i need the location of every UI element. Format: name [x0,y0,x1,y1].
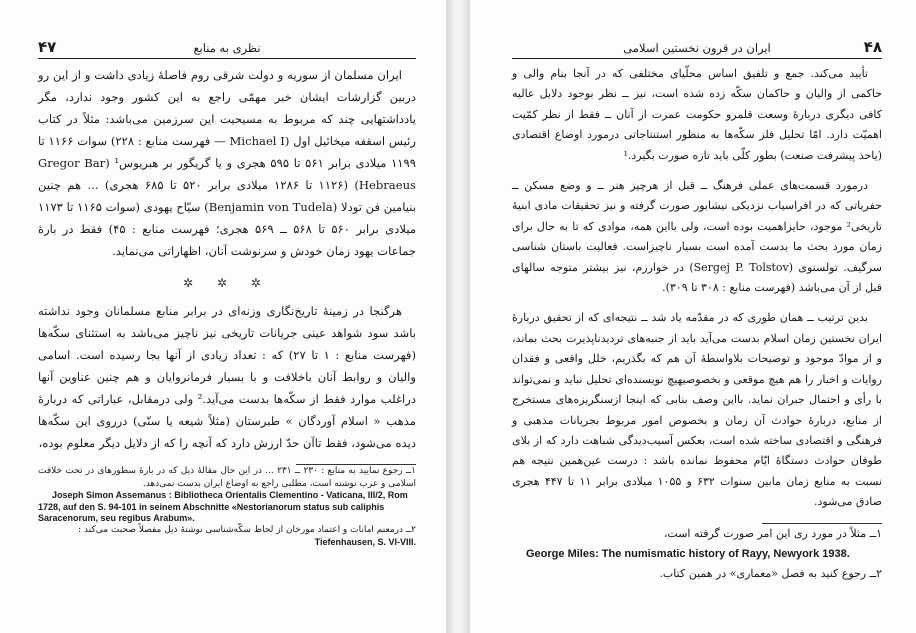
section-separator: ✲ ✲ ✲ [183,276,271,290]
running-head-title: ایران در قرون نخستین اسلامی [623,41,771,55]
page-number: ۴۸ [863,38,882,56]
footnote-latin: Joseph Simon Assemanus : Bibliotheca Orientalis Clementino - Vaticana, III/2, Rom 1728, auf den S. 94-101 in seinem Abschnitte «Nestorianorum status sub caliphis Saracenorum, seu regibus Arabum». [38,490,408,523]
paragraph: هرگنجا در زمینهٔ تاریخ‌نگاری وزنه‌ای در برابر منابع مسلمانان وجود نداشته باشد سود شواهد عینی جریانات تاریخی نیز ناچیز می‌باشد به استثنای سکّه‌ها (فهرست منابع : ۱ تا ۲۷) که : تعداد زیادی از آنها بجا رسیده است. اسامی والیان و روابط آنان باخلافت و با بسیار فرمانروایان و هم چنین عناوین آنها دراغلب موارد فقط از سکّه‌ها بدست می‌آید.² ولی درمقابل، عباراتی که دربارهٔ مذهب « اسلام آوردگان » طبرستان (مثلاً شیعه یا سنّی) درروی این سکّه‌ها دیده می‌شود، فقط تاآن حدّ ارزش دارد که آنچه را که از دلایل دیگر معلوم بوده، [38,304,416,450]
paragraph: بدین ترتیب ــ همان طوری که در مقدّمه یاد شد ــ نتیجه‌ای که از تحقیق دربارهٔ ایران نخستین زمان اسلام بدست می‌آید باید از جنبه‌های تردیدناپذیرت بحث بماند، و از موادّ موجود و توضیحات بلاواسطهٔ آن هم که بگذریم، خلل واقعی و فقدان روایات و اخبار را هم هیچ موقعی و بخصوصیهیچ نویسنده‌ای تحلیل نباید و نمی‌تواند با رأی و احتمال جبران نماید. بااین وصف بنابی که اینجا ازسنگریزه‌های مستخرج از منابع، دربارهٔ حوادث آن زمان و بخصوص امور مربوط بجریانات مذهبی و فرهنگی و اقتصادی ساخته شده است، بعکس آسیب‌دیدگی شباهت دارد که از بلای طوفان حوادث دستگاهٔ ایّام محفوظ نمانده باشد : درست عین‌همین نتیجه هم نسبت به منابع زمان مابین سنوات ۶۳۲ و ۱۰۵۵ میلادی برابر ۱۱ تا ۴۴۷ هجری صادق می‌شود. [512,311,882,509]
running-header [38,38,416,59]
footnote: ۱ــ رجوع نمایید به منابع : ۲۳۰ ــ ۲۳۱ ... در این حال مقالهٔ ذیل که در بارهٔ سطورهای در تحت خلافت اسلامی و عرب نوشته است، مطلبی راجع به اوضاع ایران بدست نمی‌دهد. [38,466,417,489]
footnote: ۲ــ رجوع کنید به فصل «معماری» در همین کتاب. [659,567,882,581]
paragraph: تأیید می‌کند. جمع و تلفیق اساس محلّیای مختلفی که در آنجا بنام والی و حاکمی از والیان و حاکمان سکّه زده شده است، نیز ــ نظر بوجود دلایل عالیه کافی دیگری دربارهٔ وسعت قلمرو حکومت عمرت از آنان ــ فقط از نظر کمّیت اهمیّت دارد. امّا تحلیل فلز سکّه‌ها به منظور استنتاجاتی درمورد اوضاع اقتصادی (یاحذ پیشرفت صنعت) بطور کلّی باید تازه صورت بگیرد.¹ [512,67,882,162]
footnote: ۲ــ درمعنم امانات و اعتماد مورخان از لحاظ سکّه‌شناسی نوشتهٔ ذیل مفصلاً صحبت می‌کند : [78,525,416,536]
page-body [38,64,416,548]
footnote-latin: Tiefenhausen, S. VI-VIII. [314,537,416,547]
paragraph: درمورد قسمت‌های عملی فرهنگ ــ قبل از هرچیز هنر ــ و وضع مسکن ــ حفریاتی که در افراسیاب نزدیکی نیشابور صورت گرفته و نیز تحقیقات مادی ابنیهٔ تاریخی² موجود، حایزاهمیت بوده است، ولی بااین همه، موادی که تا به حال برای زمان مورد بحث ما بدست آمده است بسیار ناچیزاست. فعالیت باستان شناسی سرگیف. تولستوی (Sergej P. Tolstov) در خوارزم، نیز بیشتر متوجه سالهای قبل از آن می‌باشد (فهرست منابع : ۳۰۸ تا ۳۰۹). [512,179,882,295]
paragraph-gap [512,298,882,308]
running-head-title: نظری به منابع [193,41,261,55]
footnote-latin: George Miles: The numismatic history of Rayy, Newyork 1938. [526,547,850,560]
footnote: ۱ــ مثلاً در مورد ری این امر صورت گرفته است، [663,526,882,540]
page-number: ۴۷ [38,38,57,56]
page-body [512,64,882,585]
right-page [470,0,916,633]
running-header [512,38,882,59]
paragraph: ایران مسلمان از سوریه و دولت شرقی روم فاصلهٔ زیادی داشت و از این رو دربین گزارشات ایشان خبر مهمّی راجع به این کشور وجود ندارد، مگر یادداشتهایی چند که مربوط به مسیحیت این سرزمین می‌باشد: مثلاً در کتاب رئیس اسقفه میخائیل اول (Michael I — فهرست منابع : ۲۲۸) سوات ۱۱۶۶ تا ۱۱۹۹ میلادی برابر ۵۶۱ تا ۵۹۵ هجری و یا گریگور بر هبریوس¹ (Gregor Bar Hebraeus) (۱۱۲۶ تا ۱۲۸۶ میلادی برابر ۵۲۰ تا ۶۸۵ هجری) ... هم چنین بنیامین فن تودلا (Benjamin von Tudela) سیّاح یهودی (سوات ۱۱۶۵ تا ۱۱۷۳ میلادی برابر ۵۶۰ تا ۵۶۸ ــ ۵۶۹ هجری؛ فهرست منابع : ۴۵) فقط در بارهٔ جماعات یهود زمان خودش و سرنوشت آنان، اظهاراتی می‌نماید. [38,68,417,258]
paragraph-gap [512,166,882,176]
left-page [0,0,446,633]
book-gutter [446,0,470,633]
